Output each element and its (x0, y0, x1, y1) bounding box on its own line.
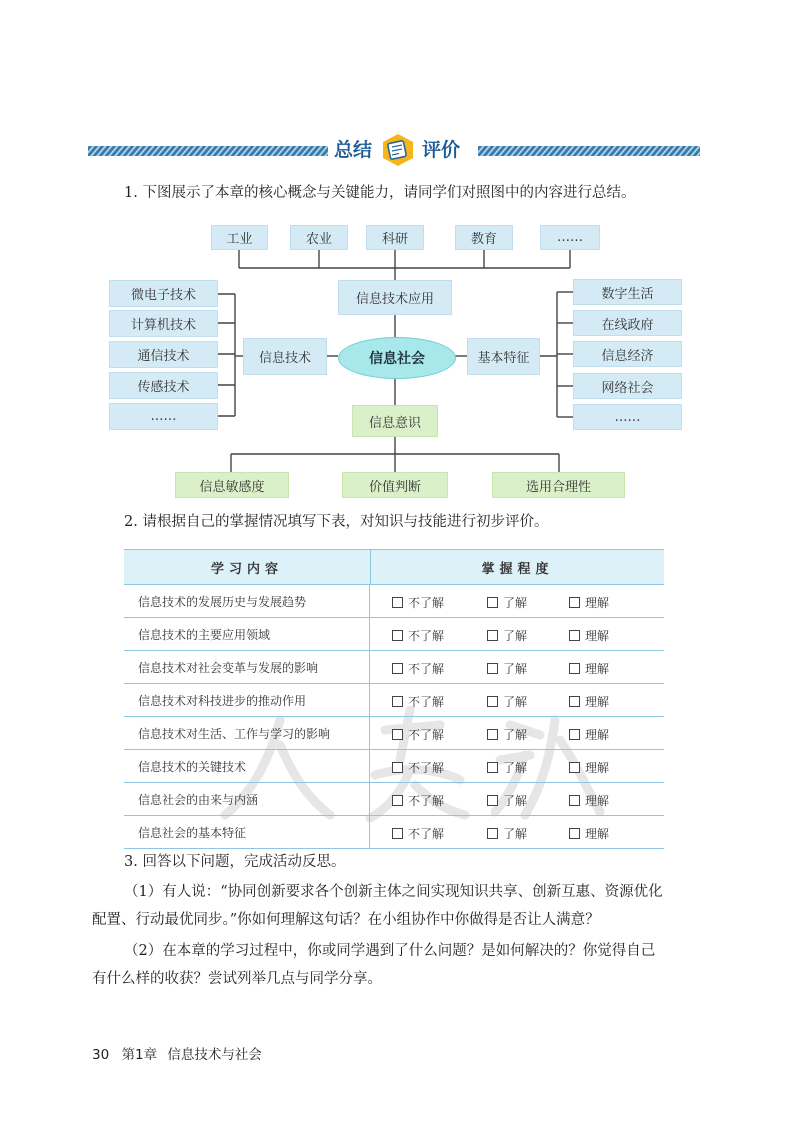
page-footer (92, 1043, 262, 1063)
checkbox-icon[interactable] (487, 663, 498, 674)
mindmap-right-item: 信息经济 (573, 341, 682, 367)
mindmap-right-item: …… (573, 404, 682, 430)
mastery-option-label: 了解 (503, 761, 528, 775)
table-row-topic: 信息技术的关键技术 (124, 750, 370, 782)
mastery-option[interactable] (487, 693, 527, 710)
mastery-option[interactable] (569, 759, 609, 776)
mastery-option-label: 了解 (503, 662, 528, 676)
mindmap-top-item: 工业 (211, 225, 268, 250)
table-row-topic: 信息技术的主要应用领域 (124, 618, 370, 650)
mastery-option[interactable] (569, 594, 609, 611)
mindmap-top-item: …… (540, 225, 600, 250)
mindmap-center-node: 信息社会 (338, 337, 456, 379)
table-row (124, 717, 664, 750)
mastery-option-label: 不了解 (408, 761, 445, 775)
mastery-option[interactable] (569, 726, 609, 743)
table-row-topic: 信息社会的由来与内涵 (124, 783, 370, 815)
mastery-option[interactable] (487, 825, 527, 842)
mastery-option-label: 了解 (503, 794, 528, 808)
checkbox-icon[interactable] (487, 696, 498, 707)
checkbox-icon[interactable] (392, 630, 403, 641)
table-row-options (370, 750, 664, 782)
table-row (124, 585, 664, 618)
checkbox-icon[interactable] (569, 663, 580, 674)
mastery-option[interactable] (569, 792, 609, 809)
mastery-option[interactable] (392, 825, 444, 842)
mastery-option[interactable] (392, 759, 444, 776)
mastery-option-label: 了解 (503, 596, 528, 610)
mindmap-node-application: 信息技术应用 (338, 280, 452, 315)
checkbox-icon[interactable] (392, 597, 403, 608)
mastery-option[interactable] (392, 693, 444, 710)
mastery-option-label: 不了解 (408, 596, 445, 610)
mastery-option-label: 不了解 (408, 695, 445, 709)
mindmap-top-item: 科研 (366, 225, 424, 250)
table-row (124, 618, 664, 651)
table-row-topic: 信息技术对科技进步的推动作用 (124, 684, 370, 716)
mastery-option-label: 理解 (585, 662, 610, 676)
table-row (124, 816, 664, 849)
table-row-options (370, 585, 664, 617)
checkbox-icon[interactable] (392, 696, 403, 707)
checkbox-icon[interactable] (569, 795, 580, 806)
mindmap-bottom-item: 选用合理性 (492, 472, 625, 498)
table-row (124, 684, 664, 717)
checkbox-icon[interactable] (569, 630, 580, 641)
table-header-mastery: 掌握程度 (481, 561, 554, 577)
mindmap-left-item: …… (109, 403, 218, 430)
mastery-option-label: 了解 (503, 629, 528, 643)
mindmap-top-item: 教育 (455, 225, 513, 250)
checkbox-icon[interactable] (569, 762, 580, 773)
mastery-option-label: 理解 (585, 827, 610, 841)
mastery-option-label: 不了解 (408, 794, 445, 808)
section-title-summary: 总结 (334, 139, 373, 161)
mindmap-node-awareness: 信息意识 (352, 405, 438, 437)
mastery-option-label: 理解 (585, 761, 610, 775)
mastery-option-label: 理解 (585, 596, 610, 610)
question-2: 2. 请根据自己的掌握情况填写下表，对知识与技能进行初步评价。 (124, 514, 549, 530)
mindmap-right-item: 数字生活 (573, 279, 682, 305)
mastery-option[interactable] (487, 759, 527, 776)
checkbox-icon[interactable] (392, 663, 403, 674)
table-row-options (370, 816, 664, 848)
mastery-option[interactable] (392, 660, 444, 677)
mindmap-left-item: 计算机技术 (109, 310, 218, 337)
mastery-option[interactable] (487, 726, 527, 743)
mindmap-left-item: 通信技术 (109, 341, 218, 368)
mastery-option[interactable] (392, 627, 444, 644)
mindmap-node-tech: 信息技术 (243, 338, 327, 375)
mindmap-connectors (0, 0, 800, 520)
mastery-option[interactable] (487, 792, 527, 809)
chapter-label: 第1章 (121, 1047, 158, 1063)
mastery-option[interactable] (487, 627, 527, 644)
question-3-part-1-line-2: 配置、行动最优同步。”你如何理解这句话？在小组协作中你做得是否让人满意？ (92, 912, 600, 928)
question-1: 1. 下图展示了本章的核心概念与关键能力，请同学们对照图中的内容进行总结。 (124, 185, 636, 201)
mastery-option-label: 不了解 (408, 728, 445, 742)
mastery-option-label: 了解 (503, 695, 528, 709)
checkbox-icon[interactable] (487, 597, 498, 608)
mastery-option[interactable] (569, 660, 609, 677)
question-3-part-1-line-1: （1）有人说：“协同创新要求各个创新主体之间实现知识共享、创新互惠、资源优化 (124, 884, 663, 900)
checkbox-icon[interactable] (487, 762, 498, 773)
mastery-option-label: 不了解 (408, 629, 445, 643)
mastery-option[interactable] (487, 660, 527, 677)
mastery-option-label: 理解 (585, 728, 610, 742)
checkbox-icon[interactable] (569, 597, 580, 608)
mastery-option[interactable] (392, 594, 444, 611)
mindmap-right-item: 在线政府 (573, 310, 682, 336)
checkbox-icon[interactable] (392, 828, 403, 839)
table-row-options (370, 651, 664, 683)
table-row-topic: 信息技术的发展历史与发展趋势 (124, 585, 370, 617)
mindmap-top-item: 农业 (290, 225, 348, 250)
chapter-title: 信息技术与社会 (167, 1047, 262, 1063)
mastery-option[interactable] (569, 693, 609, 710)
checkbox-icon[interactable] (487, 729, 498, 740)
question-3-part-2-line-1: （2）在本章的学习过程中，你或同学遇到了什么问题？是如何解决的？你觉得自己 (124, 943, 656, 959)
table-row-options (370, 717, 664, 749)
mindmap-bottom-item: 信息敏感度 (175, 472, 289, 498)
mastery-option[interactable] (392, 726, 444, 743)
checkbox-icon[interactable] (392, 762, 403, 773)
mastery-option[interactable] (487, 594, 527, 611)
mindmap-left-item: 传感技术 (109, 372, 218, 399)
page-number: 30 (92, 1047, 110, 1063)
question-3: 3. 回答以下问题，完成活动反思。 (124, 854, 346, 870)
table-row-topic: 信息社会的基本特征 (124, 816, 370, 848)
table-header (124, 549, 664, 585)
mastery-option-label: 理解 (585, 695, 610, 709)
table-row (124, 783, 664, 816)
table-row-options (370, 783, 664, 815)
self-evaluation-table (124, 549, 664, 849)
mastery-option-label: 了解 (503, 827, 528, 841)
mastery-option[interactable] (569, 825, 609, 842)
table-header-content: 学习内容 (124, 550, 371, 584)
mastery-option-label: 不了解 (408, 662, 445, 676)
mindmap-right-item: 网络社会 (573, 373, 682, 399)
checkbox-icon[interactable] (487, 630, 498, 641)
checkbox-icon[interactable] (487, 795, 498, 806)
table-row-topic: 信息技术对社会变革与发展的影响 (124, 651, 370, 683)
mindmap-node-features: 基本特征 (467, 338, 540, 375)
mastery-option[interactable] (569, 627, 609, 644)
checkbox-icon[interactable] (487, 828, 498, 839)
table-row-options (370, 618, 664, 650)
checkbox-icon[interactable] (569, 696, 580, 707)
checkbox-icon[interactable] (392, 795, 403, 806)
mastery-option[interactable] (392, 792, 444, 809)
checkbox-icon[interactable] (569, 828, 580, 839)
mindmap-left-item: 微电子技术 (109, 280, 218, 307)
section-title-evaluation: 评价 (422, 139, 461, 161)
checkbox-icon[interactable] (569, 729, 580, 740)
table-row (124, 750, 664, 783)
table-row-options (370, 684, 664, 716)
question-3-part-2-line-2: 有什么样的收获？尝试列举几点与同学分享。 (92, 971, 382, 987)
mastery-option-label: 不了解 (408, 827, 445, 841)
mastery-option-label: 理解 (585, 629, 610, 643)
mastery-option-label: 了解 (503, 728, 528, 742)
table-row-topic: 信息技术对生活、工作与学习的影响 (124, 717, 370, 749)
checkbox-icon[interactable] (392, 729, 403, 740)
mastery-option-label: 理解 (585, 794, 610, 808)
mindmap-bottom-item: 价值判断 (342, 472, 448, 498)
table-row (124, 651, 664, 684)
